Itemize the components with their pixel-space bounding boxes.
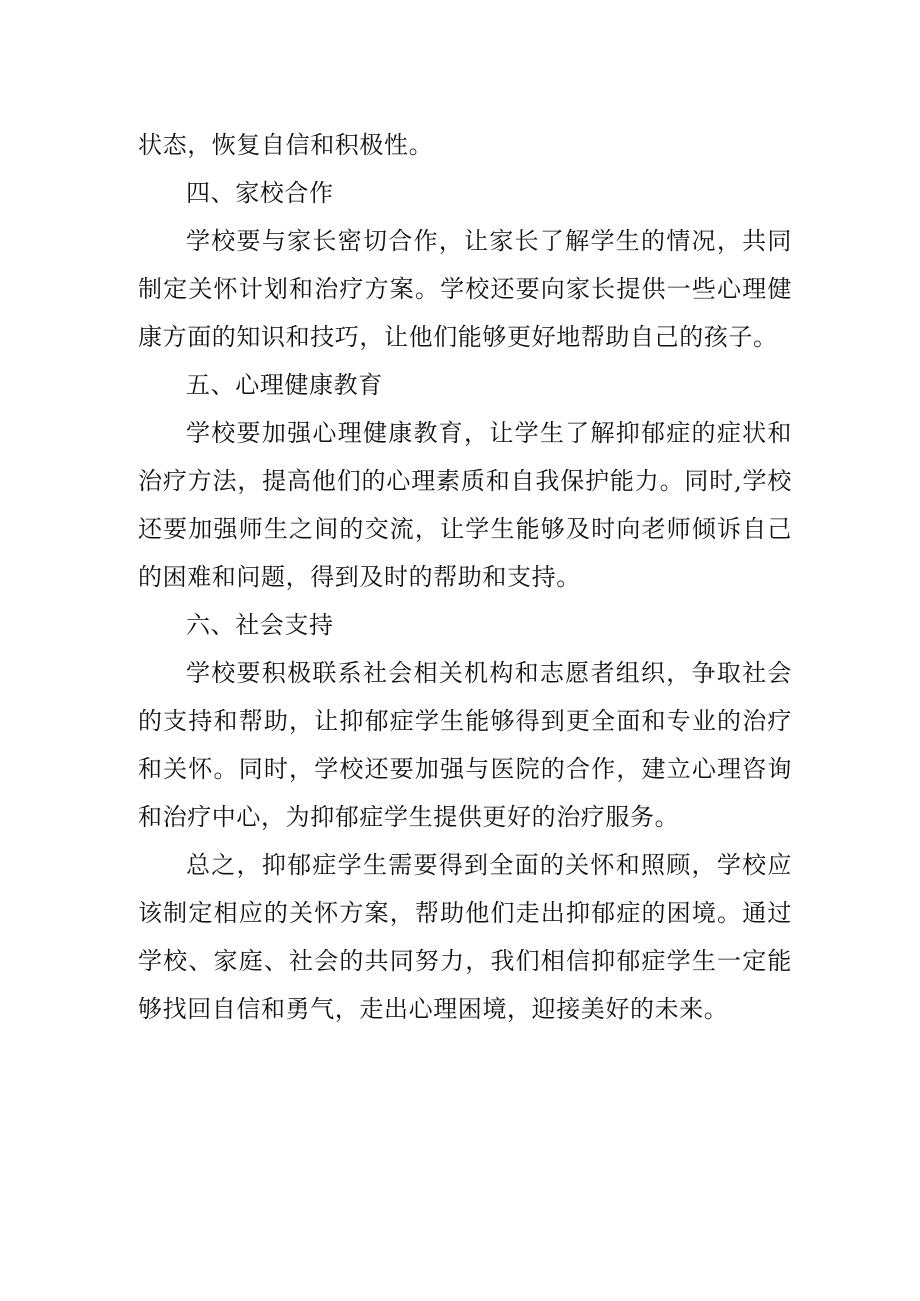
- paragraph-home-school: 学校要与家长密切合作，让家长了解学生的情况，共同制定关怀计划和治疗方案。学校还要向家长提供一些心理健康方面的知识和技巧，让他们能够更好地帮助自己的孩子。: [138, 227, 792, 351]
- section-heading-home-school: 四、家校合作: [186, 179, 334, 207]
- paragraph-social-support: 学校要积极联系社会相关机构和志愿者组织，争取社会的支持和帮助，让抑郁症学生能够得到更全面和专业的治疗和关怀。同时，学校还要加强与医院的合作，建立心理咨询和治疗中心，为抑郁症学生提供更好的治疗服务。: [138, 659, 792, 831]
- paragraph-continued: 状态，恢复自信和积极性。: [138, 131, 434, 159]
- section-heading-mental-health-education: 五、心理健康教育: [186, 371, 383, 399]
- section-heading-social-support: 六、社会支持: [186, 611, 334, 639]
- paragraph-conclusion: 总之，抑郁症学生需要得到全面的关怀和照顾，学校应该制定相应的关怀方案，帮助他们走出抑郁症的困境。通过学校、家庭、社会的共同努力，我们相信抑郁症学生一定能够找回自信和勇气，走出心理困境，迎接美好的未来。: [138, 851, 792, 1023]
- document-page: [138, 121, 792, 1033]
- paragraph-mental-health-education: 学校要加强心理健康教育，让学生了解抑郁症的症状和治疗方法，提高他们的心理素质和自我保护能力。同时,学校还要加强师生之间的交流，让学生能够及时向老师倾诉自己的困难和问题，得到及时的帮助和支持。: [138, 419, 792, 591]
